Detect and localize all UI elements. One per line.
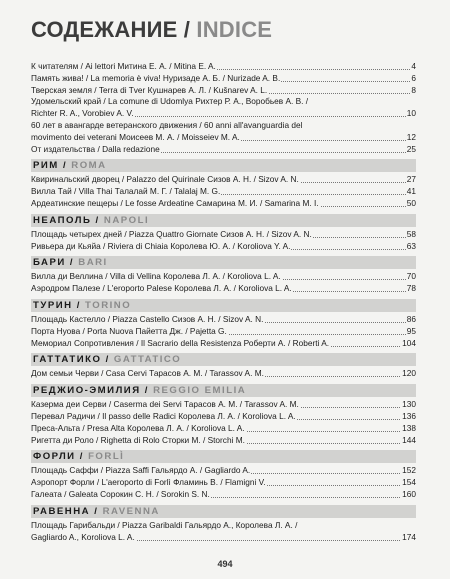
section-name-italian: BARI — [74, 257, 108, 269]
section-name-russian: РИМ / — [33, 160, 68, 172]
toc-entry-title: Вилла Тай / Villa Thai Талалай М. Г. / Talalaj M. G. — [31, 186, 221, 197]
toc-entry[interactable] — [31, 411, 416, 423]
toc-entry-title: Площадь Саффи / Piazza Saffi Гальярдо А. / Gagliardo A. — [31, 465, 251, 476]
section-name-italian: RAVENNA — [98, 505, 160, 517]
section-header — [31, 256, 416, 269]
toc-entry-title: Аэродром Палезе / L'eroporto Palese Королева Л. А. / Koroliova L. A. — [31, 283, 292, 294]
toc-entry[interactable] — [31, 144, 416, 156]
toc-entry[interactable] — [31, 465, 416, 477]
section-name-russian: БАРИ / — [33, 257, 75, 269]
toc-entry-page: 104 — [402, 337, 416, 348]
toc-entry[interactable] — [31, 399, 416, 411]
toc-entry-title-continued: Gagliardo A., Koroliova L. A. — [31, 531, 135, 542]
section-name-italian: GATTATICO — [109, 354, 182, 366]
toc-entry[interactable] — [31, 520, 416, 544]
toc-entry-title: Мемориал Сопротивления / Il Sacrario della Resistenza Роберти А. / Roberti A. — [31, 337, 330, 348]
page-number: 494 — [217, 559, 233, 569]
toc-entry-title: Ривьера ди Кьяйа / Riviera di Chiaia Королева Ю. А. / Koroliova Y. A. — [31, 240, 291, 251]
toc-entry-title-continued: Richter R. A., Vorobiev A. V. — [31, 108, 134, 119]
toc-entry[interactable] — [31, 489, 416, 501]
toc-entry-title: Тверская земля / Terra di Tver Кушнарев А. Л. / Kušnarev A. L. — [31, 84, 268, 95]
toc-entry[interactable] — [31, 338, 416, 350]
section-name-russian: ТУРИН / — [33, 299, 81, 311]
toc-entry-title: Казерма деи Серви / Caserma dei Servi Тарасов А. М. / Tarassov A. M. — [31, 399, 299, 410]
toc-entry-page: 8 — [411, 84, 416, 95]
toc-entry-page: 25 — [406, 143, 416, 154]
toc-entry-page: 138 — [402, 422, 416, 433]
toc-entry[interactable] — [31, 423, 416, 435]
toc-entry-page: 174 — [402, 531, 416, 542]
title-italian: INDICE — [190, 17, 273, 42]
toc-entry-title: Преса-Альта / Presa Alta Королева Л. А. / Koroliova L. A. — [31, 422, 245, 433]
section-header — [31, 159, 416, 172]
section-name-italian: TORINO — [80, 299, 132, 311]
toc-entry[interactable] — [31, 198, 416, 210]
toc-entry[interactable] — [31, 435, 416, 447]
toc-entry-title: Площадь Кастелло / Piazza Castello Сизов А. Н. / Sizov A. N. — [31, 313, 264, 324]
toc-entry[interactable] — [31, 96, 416, 120]
toc-entry-title: Площадь четырех дней / Piazza Quattro Giornate Сизов А. Н. / Sizov A. N. — [31, 228, 312, 239]
toc-entry-page: 154 — [402, 477, 416, 488]
section-name-russian: ГАТТАТИКО / — [33, 354, 110, 366]
toc-entry[interactable] — [31, 229, 416, 241]
toc-entry[interactable] — [31, 61, 416, 73]
section-name-russian: НЕАПОЛЬ / — [33, 214, 100, 226]
toc-entry-title: Квиринальский дворец / Palazzo del Quirinale Сизов А. Н. / Sizov A. N. — [31, 174, 299, 185]
toc-entry-title: 60 лет в авангарде ветеранского движения / 60 anni all'avanguardia del — [31, 119, 303, 130]
toc-entry[interactable] — [31, 85, 416, 97]
toc-entry-title: От издательства / Dalla redazione — [31, 143, 160, 154]
toc-entry[interactable] — [31, 326, 416, 338]
toc-entry-page: 6 — [411, 72, 416, 83]
toc-entry-title: Перевал Радичи / Il passo delle Radici Королева Л. А. / Koroliova L. A. — [31, 410, 296, 421]
toc-entry-title: Ардеатинские пещеры / Le fosse Ardeatine Самарина М. И. / Samarina M. I. — [31, 197, 319, 208]
section-header — [31, 450, 416, 463]
table-of-contents — [31, 61, 416, 543]
section-name-italian: REGGIO EMILIA — [148, 385, 247, 397]
section-name-italian: FORLÌ — [83, 451, 125, 463]
toc-entry-title: Галеата / Galeata Сорокин С. Н. / Sorokin S. N. — [31, 488, 210, 499]
toc-entry-page: 152 — [402, 465, 416, 476]
toc-entry-title: Память жива! / La memoria è viva! Нуризаде А. Б. / Nurizade A. B. — [31, 72, 281, 83]
toc-entry-page: 130 — [402, 399, 416, 410]
toc-entry[interactable] — [31, 477, 416, 489]
toc-entry-page: 41 — [406, 186, 416, 197]
section-header — [31, 214, 416, 227]
toc-entry[interactable] — [31, 271, 416, 283]
toc-entry-title: Площадь Гарибальди / Piazza Garibaldi Гальярдо А., Королева Л. А. / — [31, 519, 298, 530]
toc-entry-page: 144 — [402, 434, 416, 445]
toc-entry-title: Дом семьи Черви / Casa Cervi Тарасов А. М. / Tarassov A. M. — [31, 368, 264, 379]
toc-entry-page: 95 — [406, 325, 416, 336]
section-header — [31, 505, 416, 518]
toc-entry[interactable] — [31, 368, 416, 380]
section-header — [31, 353, 416, 366]
toc-entry[interactable] — [31, 314, 416, 326]
toc-entry-title: Порта Нуова / Porta Nuova Пайетта Дж. / Pajetta G. — [31, 325, 227, 336]
toc-entry-page: 27 — [406, 174, 416, 185]
toc-entry-page: 4 — [411, 61, 416, 71]
toc-entry-page: 160 — [402, 488, 416, 499]
toc-entry-title: Вилла ди Веллина / Villa di Vellina Королева Л. А. / Koroliova L. A. — [31, 271, 281, 282]
toc-entry-page: 50 — [406, 197, 416, 208]
toc-entry-title: Удомельский край / La comune di Udomlya Рихтер Р. А., Воробьев А. В. / — [31, 96, 309, 107]
toc-entry[interactable] — [31, 241, 416, 253]
section-name-italian: ROMA — [67, 160, 107, 172]
toc-entry-title-continued: movimento dei veterani Моисеев М. А. / Moisseiev M. A. — [31, 131, 240, 142]
title-russian: СОДЕЖАНИЕ / — [31, 17, 191, 42]
section-header — [31, 299, 416, 312]
section-name-russian: ФОРЛИ / — [33, 451, 84, 463]
toc-entry-title: К читателям / Ai lettori Митина Е. А. / Mitina E. A. — [31, 61, 216, 71]
toc-entry[interactable] — [31, 73, 416, 85]
toc-entry-page: 10 — [406, 108, 416, 119]
toc-entry-page: 120 — [402, 368, 416, 379]
toc-entry-page: 78 — [406, 283, 416, 294]
toc-entry[interactable] — [31, 120, 416, 144]
toc-entry-title: Ригетта ди Роло / Righetta di Rolo Сторки М. / Storchi M. — [31, 434, 245, 445]
section-header — [31, 384, 416, 397]
toc-entry-page: 86 — [406, 313, 416, 324]
toc-entry[interactable] — [31, 174, 416, 186]
toc-entry-page: 63 — [406, 240, 416, 251]
toc-entry-page: 58 — [406, 228, 416, 239]
toc-entry-page: 70 — [406, 271, 416, 282]
toc-entry-title: Аэропорт Форли / L'aeroporto di Forlì Фламинь В. / Flamigni V. — [31, 477, 266, 488]
section-name-italian: NAPOLI — [99, 214, 150, 226]
section-name-russian: РАВЕННА / — [33, 505, 99, 517]
toc-entry-page: 136 — [402, 410, 416, 421]
toc-entry[interactable] — [31, 186, 416, 198]
toc-entry-page: 12 — [406, 131, 416, 142]
page-title — [31, 17, 272, 43]
toc-entry[interactable] — [31, 283, 416, 295]
section-name-russian: РЕДЖИО-ЭМИЛИЯ / — [33, 385, 149, 397]
